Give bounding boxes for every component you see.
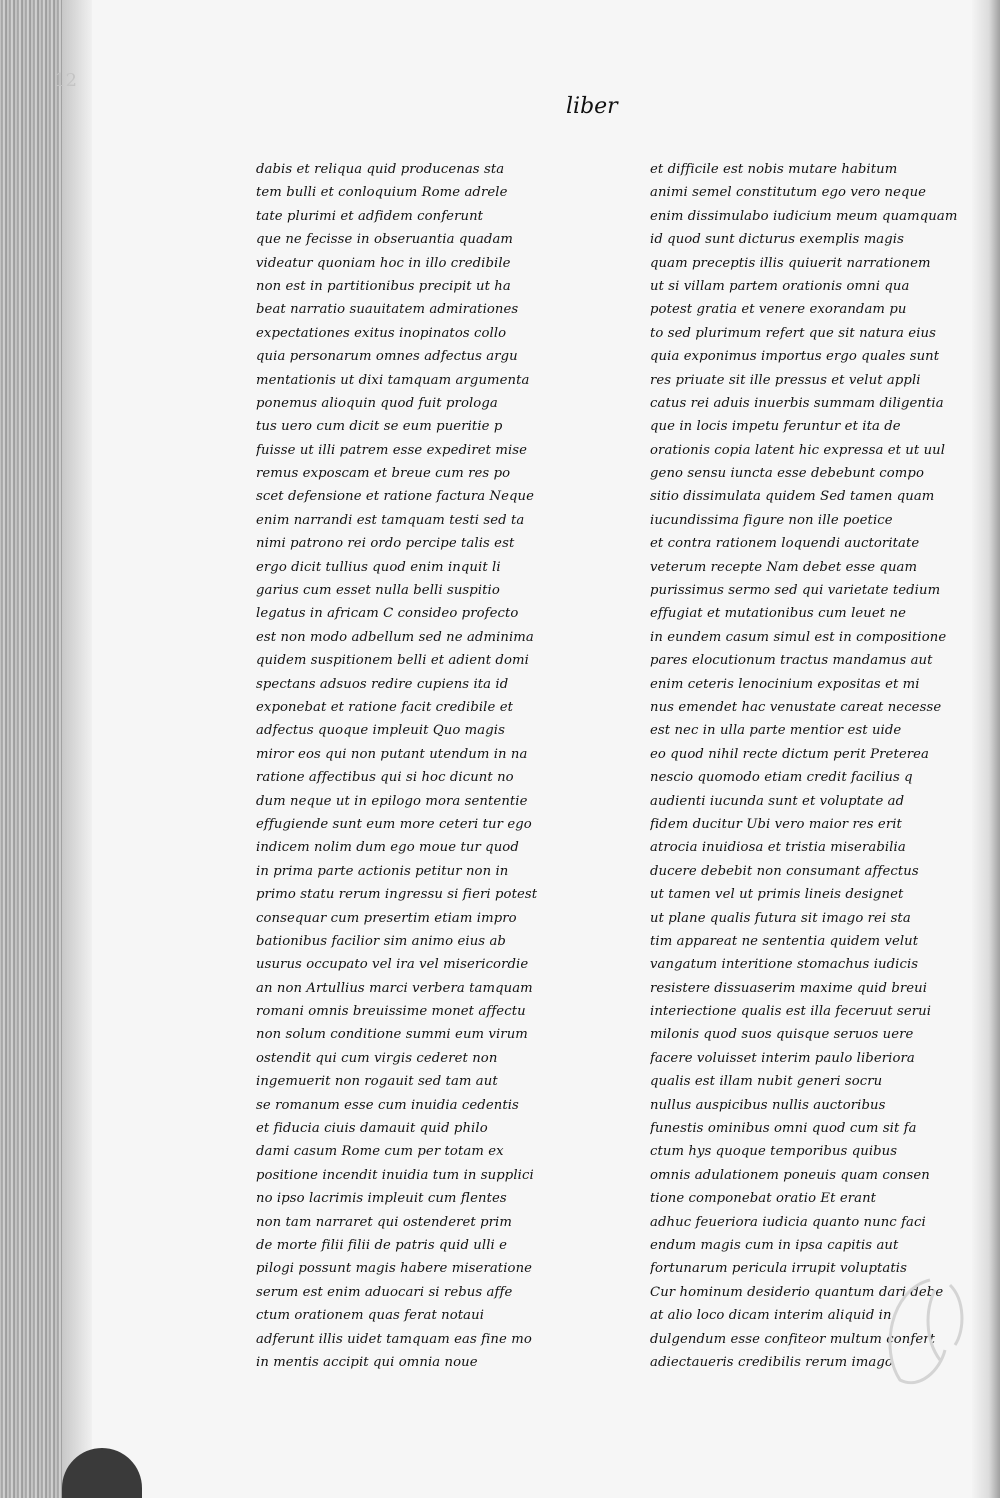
text-line: qualis est illam nubit generi socru bbox=[650, 1074, 883, 1090]
text-line: serum est enim aduocari si rebus affe bbox=[256, 1284, 513, 1300]
text-line: et contra rationem loquendi auctoritate bbox=[650, 536, 920, 552]
text-line: dami casum Rome cum per totam ex bbox=[256, 1144, 504, 1160]
text-line: tione componebat oratio Et erant bbox=[650, 1191, 877, 1207]
right-text-column bbox=[650, 158, 975, 1374]
text-line: beat narratio suauitatem admirationes bbox=[256, 302, 519, 318]
text-line: nescio quomodo etiam credit facilius q bbox=[650, 770, 913, 786]
text-line: expectationes exitus inopinatos collo bbox=[256, 325, 507, 341]
book-gutter bbox=[62, 0, 92, 1498]
text-line: nus emendet hac venustate careat necesse bbox=[650, 699, 942, 715]
text-line: sitio dissimulata quidem Sed tamen quam bbox=[650, 489, 935, 505]
text-line: interiectione qualis est illa feceruut serui bbox=[650, 1004, 932, 1020]
text-line: de morte filii filii de patris quid ulli e bbox=[256, 1237, 508, 1253]
text-line: bationibus facilior sim animo eius ab bbox=[256, 933, 506, 949]
running-title: liber bbox=[566, 94, 618, 119]
text-line: ratione affectibus qui si hoc dicunt no bbox=[256, 770, 514, 786]
text-line: dulgendum esse confiteor multum confert bbox=[650, 1331, 936, 1347]
text-line: quidem suspitionem belli et adient domi bbox=[256, 653, 529, 669]
text-line: tim appareat ne sententia quidem velut bbox=[650, 933, 919, 949]
text-line: id quod sunt dicturus exemplis magis bbox=[650, 232, 904, 248]
text-line: que ne fecisse in obseruantia quadam bbox=[256, 232, 514, 248]
text-line: animi semel constitutum ego vero neque bbox=[650, 185, 927, 201]
text-line: legatus in africam C consideo profecto bbox=[256, 606, 519, 622]
text-line: resistere dissuaserim maxime quid breui bbox=[650, 980, 928, 996]
text-line: ut plane qualis futura sit imago rei sta bbox=[650, 910, 911, 926]
text-line: est non modo adbellum sed ne adminima bbox=[256, 629, 534, 645]
text-line: effugiat et mutationibus cum leuet ne bbox=[650, 606, 906, 622]
text-line: enim dissimulabo iudicium meum quamquam bbox=[650, 208, 958, 224]
text-line: ut tamen vel ut primis lineis designet bbox=[650, 887, 904, 903]
text-line: veterum recepte Nam debet esse quam bbox=[650, 559, 918, 575]
text-line: an non Artullius marci verbera tamquam bbox=[256, 980, 533, 996]
text-line: in prima parte actionis petitur non in bbox=[256, 863, 509, 879]
left-text-column bbox=[256, 158, 586, 1374]
text-line: fidem ducitur Ubi vero maior res erit bbox=[650, 816, 902, 832]
text-line: in eundem casum simul est in compositione bbox=[650, 629, 947, 645]
text-line: pilogi possunt magis habere miseratione bbox=[256, 1261, 533, 1277]
text-line: dum neque ut in epilogo mora sententie bbox=[256, 793, 528, 809]
text-line: res priuate sit ille pressus et velut appli bbox=[650, 372, 921, 388]
text-line: adiectaueris credibilis rerum imago bbox=[650, 1354, 893, 1370]
text-line: quia exponimus importus ergo quales sunt bbox=[650, 349, 940, 365]
text-line: positione incendit inuidia tum in supplici bbox=[256, 1167, 534, 1183]
text-line: adferunt illis uidet tamquam eas fine mo bbox=[256, 1331, 532, 1347]
text-line: ut si villam partem orationis omni qua bbox=[650, 278, 910, 294]
text-line: exponebat et ratione facit credibile et bbox=[256, 699, 513, 715]
text-line: adhuc feueriora iudicia quanto nunc faci bbox=[650, 1214, 926, 1230]
text-line: facere voluisset interim paulo liberiora bbox=[650, 1050, 915, 1066]
text-line: ostendit qui cum virgis cederet non bbox=[256, 1050, 498, 1066]
text-line: et fiducia ciuis damauit quid philo bbox=[256, 1121, 488, 1137]
text-line: atrocia inuidiosa et tristia miserabilia bbox=[650, 840, 906, 856]
text-line: fuisse ut illi patrem esse expediret mise bbox=[256, 442, 528, 458]
text-line: miror eos qui non putant utendum in na bbox=[256, 746, 528, 762]
text-line: nimi patrono rei ordo percipe talis est bbox=[256, 536, 515, 552]
text-line: quam preceptis illis quiuerit narrationem bbox=[650, 255, 931, 271]
text-line: scet defensione et ratione factura Neque bbox=[256, 489, 535, 505]
text-line: geno sensu iuncta esse debebunt compo bbox=[650, 466, 924, 482]
library-stamp-icon bbox=[870, 1270, 970, 1390]
text-line: purissimus sermo sed qui varietate tedium bbox=[650, 583, 941, 599]
text-line: endum magis cum in ipsa capitis aut bbox=[650, 1237, 899, 1253]
text-line: eo quod nihil recte dictum perit Preterea bbox=[650, 746, 930, 762]
text-line: enim ceteris lenocinium expositas et mi bbox=[650, 676, 920, 692]
text-line: non est in partitionibus precipit ut ha bbox=[256, 278, 511, 294]
text-line: se romanum esse cum inuidia cedentis bbox=[256, 1097, 519, 1113]
text-line: ducere debebit non consumant affectus bbox=[650, 863, 919, 879]
text-line: usurus occupato vel ira vel misericordie bbox=[256, 957, 529, 973]
book-page-edges bbox=[0, 0, 64, 1498]
text-line: pares elocutionum tractus mandamus aut bbox=[650, 653, 933, 669]
text-line: dabis et reliqua quid producenas sta bbox=[256, 162, 505, 177]
text-line: ergo dicit tullius quod enim inquit li bbox=[256, 559, 501, 575]
text-line: que in locis impetu feruntur et ita de bbox=[650, 419, 901, 435]
text-line: ponemus alioquin quod fuit prologa bbox=[256, 395, 498, 411]
text-line: omnis adulationem poneuis quam consen bbox=[650, 1167, 930, 1183]
text-line: remus exposcam et breue cum res po bbox=[256, 466, 511, 482]
text-line: ctum hys quoque temporibus quibus bbox=[650, 1144, 898, 1160]
folio-number: 12 bbox=[54, 70, 77, 91]
text-line: in mentis accipit qui omnia noue bbox=[256, 1354, 478, 1370]
text-line: at alio loco dicam interim aliquid in bbox=[650, 1308, 892, 1324]
text-line: tem bulli et conloquium Rome adrele bbox=[256, 185, 508, 201]
text-line: milonis quod suos quisque seruos uere bbox=[650, 1027, 914, 1043]
text-line: ingemuerit non rogauit sed tam aut bbox=[256, 1074, 498, 1090]
text-line: orationis copia latent hic expressa et ut uul bbox=[650, 442, 946, 458]
text-line: indicem nolim dum ego moue tur quod bbox=[256, 840, 519, 856]
text-line: est nec in ulla parte mentior est uide bbox=[650, 723, 902, 739]
text-line: iucundissima figure non ille poetice bbox=[650, 512, 893, 528]
text-line: et difficile est nobis mutare habitum bbox=[650, 162, 898, 177]
text-line: garius cum esset nulla belli suspitio bbox=[256, 583, 500, 599]
text-line: quia personarum omnes adfectus argu bbox=[256, 349, 518, 365]
text-line: potest gratia et venere exorandam pu bbox=[650, 302, 907, 318]
text-line: to sed plurimum refert que sit natura eius bbox=[650, 325, 936, 341]
text-line: spectans adsuos redire cupiens ita id bbox=[256, 676, 509, 692]
text-line: effugiende sunt eum more ceteri tur ego bbox=[256, 816, 532, 832]
text-line: consequar cum presertim etiam impro bbox=[256, 910, 517, 926]
text-line: tate plurimi et adfidem conferunt bbox=[256, 208, 484, 224]
text-line: non solum conditione summi eum virum bbox=[256, 1027, 528, 1043]
text-line: non tam narraret qui ostenderet prim bbox=[256, 1214, 512, 1230]
text-line: mentationis ut dixi tamquam argumenta bbox=[256, 372, 530, 388]
text-line: funestis ominibus omni quod cum sit fa bbox=[650, 1121, 917, 1137]
text-line: primo statu rerum ingressu si fieri potest bbox=[256, 887, 538, 903]
text-line: videatur quoniam hoc in illo credibile bbox=[256, 255, 511, 271]
text-line: romani omnis breuissime monet affectu bbox=[256, 1004, 526, 1020]
text-line: enim narrandi est tamquam testi sed ta bbox=[256, 512, 525, 528]
text-line: nullus auspicibus nullis auctoribus bbox=[650, 1097, 886, 1113]
text-line: tus uero cum dicit se eum pueritie p bbox=[256, 419, 503, 435]
text-line: ctum orationem quas ferat notaui bbox=[256, 1308, 485, 1324]
text-line: adfectus quoque impleuit Quo magis bbox=[256, 723, 505, 739]
text-line: fortunarum pericula irrupit voluptatis bbox=[650, 1261, 907, 1277]
text-line: Cur hominum desiderio quantum dari debe bbox=[650, 1284, 944, 1300]
text-line: audienti iucunda sunt et voluptate ad bbox=[650, 793, 905, 809]
text-line: vangatum interitione stomachus iudicis bbox=[650, 957, 919, 973]
text-line: no ipso lacrimis impleuit cum flentes bbox=[256, 1191, 507, 1207]
page-right-edge bbox=[972, 0, 1000, 1498]
text-line: catus rei aduis inuerbis summam diligentia bbox=[650, 395, 944, 411]
